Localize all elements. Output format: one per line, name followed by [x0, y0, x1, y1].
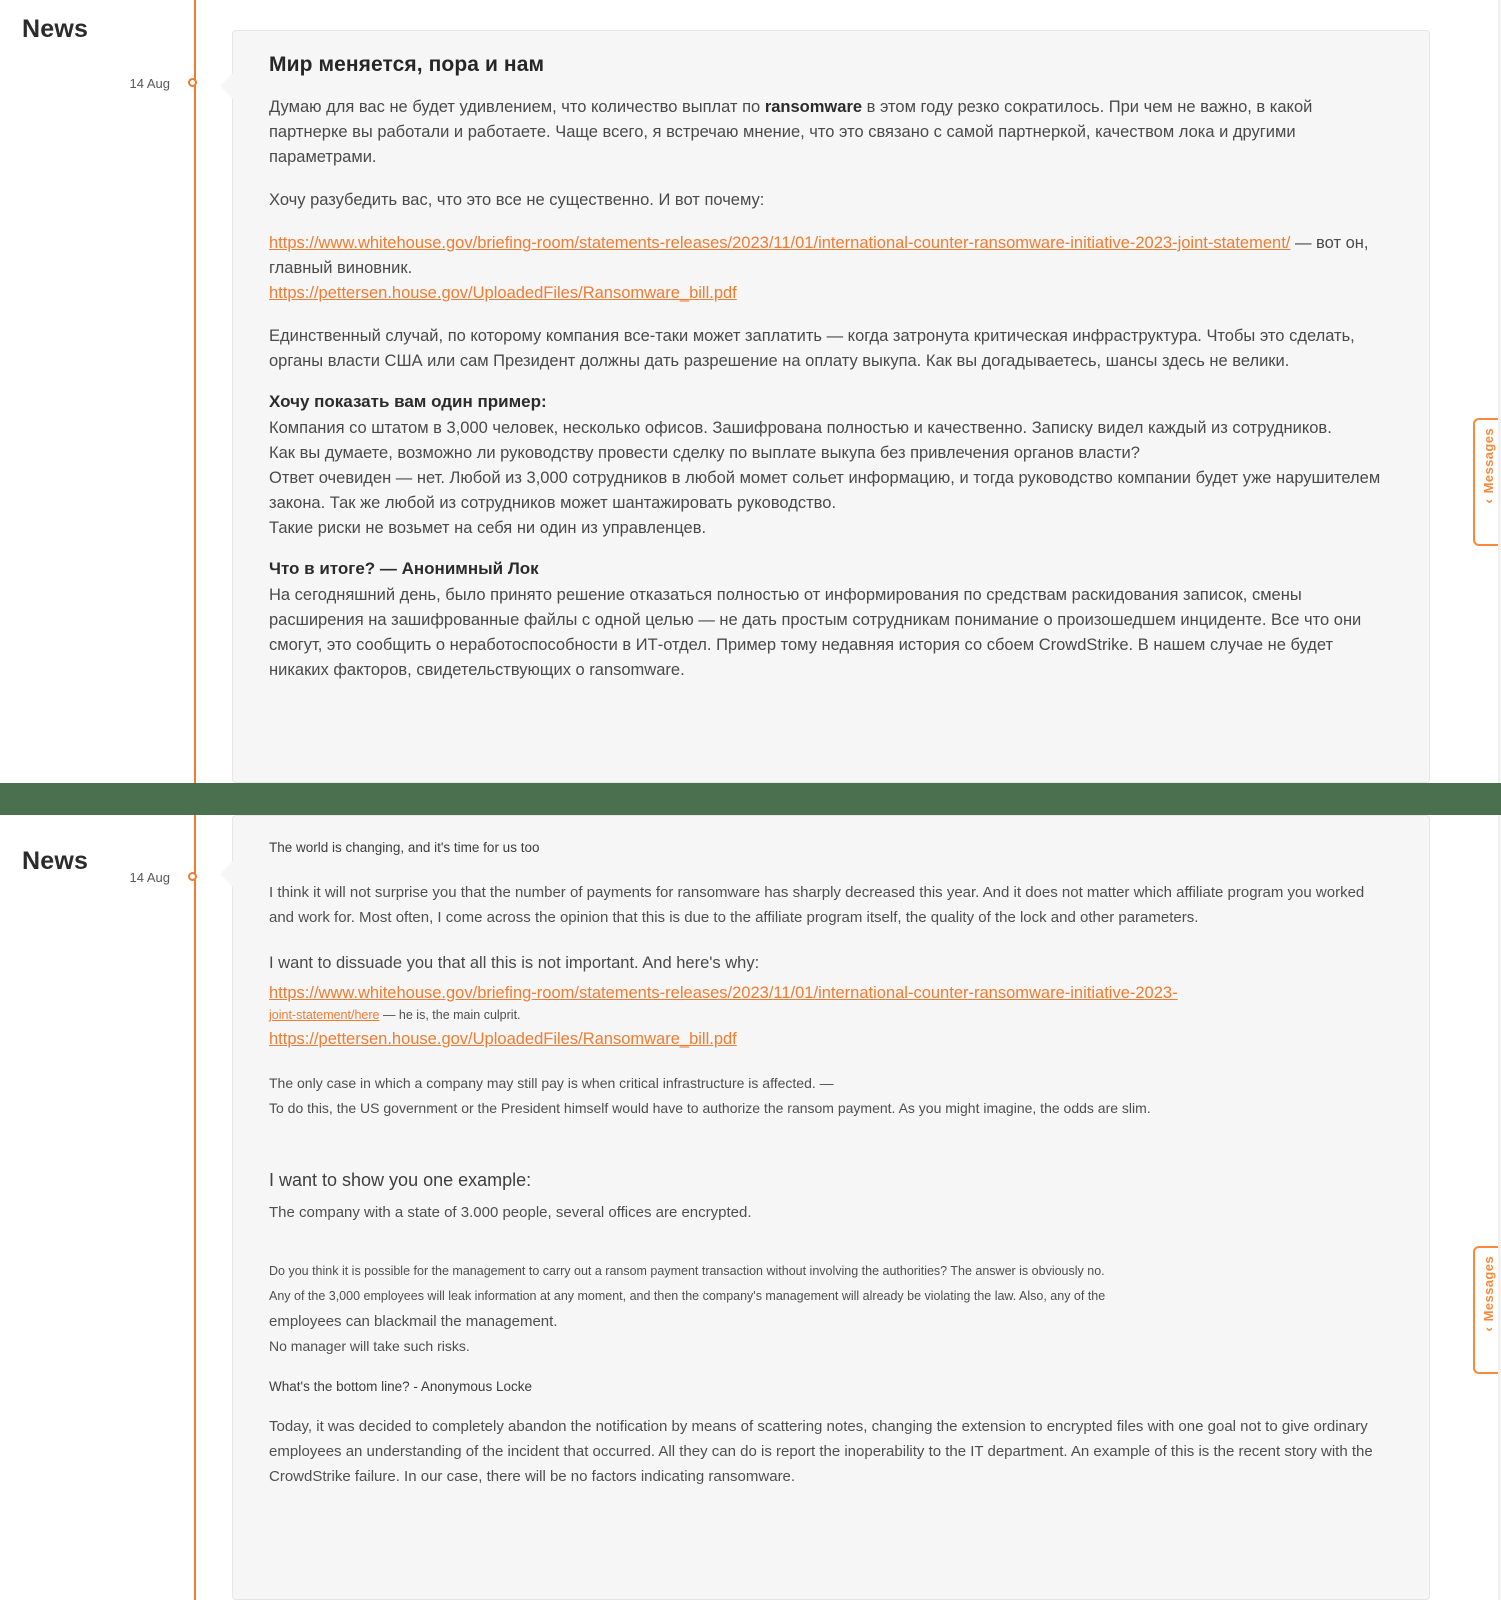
timeline-dot[interactable] [188, 78, 197, 87]
page-title-translated: News [22, 847, 89, 875]
news-card-translated [232, 815, 1430, 1600]
post-links-translated [269, 984, 1389, 1028]
timeline-date-translated: 14 Aug [129, 870, 170, 885]
whitehouse-link-tail[interactable]: joint-statement/here [269, 1008, 380, 1022]
post-title: Мир меняется, пора и нам [269, 53, 545, 76]
messages-tab-translated[interactable] [1473, 1246, 1501, 1374]
timeline-line [194, 0, 196, 783]
messages-tab[interactable] [1473, 418, 1501, 546]
news-card-content [233, 31, 1429, 703]
spacer-2 [269, 1245, 1389, 1259]
post-paragraph-2-translated: I want to dissuade you that all this is not important. And here's why: [269, 954, 760, 972]
post-paragraph-6-translated: Do you think it is possible for the management to carry out a ransom payment transaction without involving the authorities? The answer is obviously no. [269, 1264, 1105, 1278]
ransomware-bill-pdf-link-translated[interactable]: https://pettersen.house.gov/UploadedFiles/Ransomware_bill.pdf [269, 1030, 737, 1048]
chevron-left-icon-translated: ‹ [1480, 1327, 1496, 1333]
para1-bold-term: ransomware [764, 98, 863, 116]
whitehouse-link[interactable]: https://www.whitehouse.gov/briefing-room/statements-releases/2023/11/01/international-counter-ransomware-initiative-2023-joint-statement/ [269, 234, 1291, 252]
page-title: News [22, 15, 89, 43]
ransomware-bill-pdf-link[interactable]: https://pettersen.house.gov/UploadedFiles/Ransomware_bill.pdf [269, 284, 737, 302]
post-paragraph-7: Такие риски не возьмет на себя ни один из управленцев. [269, 519, 707, 537]
post-link2-translated-wrap [269, 1030, 1389, 1049]
post-subtitle-conclusion-translated: What's the bottom line? - Anonymous Locke [269, 1379, 532, 1394]
post-paragraph-3: Единственный случай, по которому компания все-таки может заплатить — когда затронута критическая инфраструктура. Чтобы это сделать, органы власти США или сам Президент должны дать разрешение на оплату выкупа. Как вы догадываетесь, шансы здесь не велики. [269, 327, 1355, 370]
messages-tab-label-translated: Messages [1480, 1256, 1496, 1322]
news-card-content-translated [233, 816, 1429, 1529]
spacer-1 [269, 1141, 1389, 1167]
post-paragraph-10-translated: Today, it was decided to completely abandon the notification by means of scattering notes, changing the extension to encrypted files with one goal not to give ordinary employees an understanding of the incident that occurred. All they can do is report the inoperability to the IT department. An example of this is the recent story with the CrowdStrike failure. In our case, there will be no factors indicating ransomware. [269, 1418, 1373, 1485]
link1-suffix: — вот он, главный виновник. [269, 234, 1369, 277]
messages-tab-label: Messages [1480, 428, 1496, 494]
news-panel-russian [0, 0, 1501, 783]
post-subtitle-example-translated: I want to show you one example: [269, 1170, 532, 1190]
section-divider [0, 783, 1501, 815]
post-subtitle-example: Хочу показать вам один пример: [269, 392, 547, 411]
para1-text-before: Думаю для вас не будет удивлением, что количество выплат по [269, 98, 765, 116]
post-paragraph-7-translated: Any of the 3,000 employees will leak information at any moment, and then the company's management will already be violating the law. Also, any of the [269, 1289, 1106, 1303]
post-paragraph-2: Хочу разубедить вас, что это все не существенно. И вот почему: [269, 191, 765, 209]
timeline-date: 14 Aug [129, 76, 170, 91]
post-paragraph-9-translated: No manager will take such risks. [269, 1338, 470, 1354]
post-paragraph-1-translated: I think it will not surprise you that the number of payments for ransomware has sharply decreased this year. And it does not matter which affiliate program you worked and work for. Most often, I come across the opinion that this is due to the affiliate program itself, the quality of the lock and other parameters. [269, 884, 1365, 926]
post-subtitle-conclusion: Что в итоге? — Анонимный Лок [269, 559, 539, 578]
news-card [232, 30, 1430, 783]
whitehouse-link-translated[interactable]: https://www.whitehouse.gov/briefing-room/statements-releases/2023/11/01/international-counter-ransomware-initiative-2023- [269, 984, 1178, 1002]
post-paragraph-1 [269, 95, 1389, 170]
timeline-line-translated [194, 815, 196, 1600]
post-title-translated: The world is changing, and it's time for us too [269, 840, 540, 855]
para1-text-after: в этом году резко сократилось. При чем не важно, в какой партнерке вы работали и работаете. Чаще всего, я встречаю мнение, что это связано с самой партнеркой, качеством лока и другими параметрами. [269, 98, 1313, 166]
timeline-dot-translated[interactable] [188, 872, 197, 881]
post-links [269, 231, 1389, 306]
post-paragraph-8-translated: employees can blackmail the management. [269, 1313, 558, 1330]
link1-suffix-translated: — he is, the main culprit. [379, 1008, 521, 1022]
chevron-left-icon: ‹ [1480, 499, 1496, 505]
post-paragraph-4: Компания со штатом в 3,000 человек, несколько офисов. Зашифрована полностью и качественно. Записку видел каждый из сотрудников. [269, 419, 1332, 437]
post-paragraph-4-translated: To do this, the US government or the President himself would have to authorize the ransom payment. As you might imagine, the odds are slim. [269, 1100, 1151, 1116]
post-paragraph-8: На сегодняшний день, было принято решение отказаться полностью от информирования по средствам раскидования записок, смены расширения на зашифрованные файлы с одной целью — не дать простым сотрудникам понимание о произошедшем инциденте. Все что они смогут, это сообщить о неработоспособности в ИТ-отдел. Пример тому недавняя история со сбоем CrowdStrike. В нашем случае не будет никаких факторов, свидетельствующих о ransomware. [269, 586, 1362, 679]
post-paragraph-5-translated: The company with a state of 3.000 people, several offices are encrypted. [269, 1204, 752, 1221]
post-paragraph-5: Как вы думаете, возможно ли руководству провести сделку по выплате выкупа без привлечения органов власти? [269, 444, 1140, 462]
post-paragraph-3-translated: The only case in which a company may still pay is when critical infrastructure is affected. — [269, 1075, 834, 1091]
post-paragraph-6: Ответ очевиден — нет. Любой из 3,000 сотрудников в любой момет сольет информацию, и тогда руководство компании будет уже нарушителем закона. Так же любой из сотрудников может шантажировать руководство. [269, 469, 1381, 512]
news-panel-english [0, 815, 1501, 1600]
